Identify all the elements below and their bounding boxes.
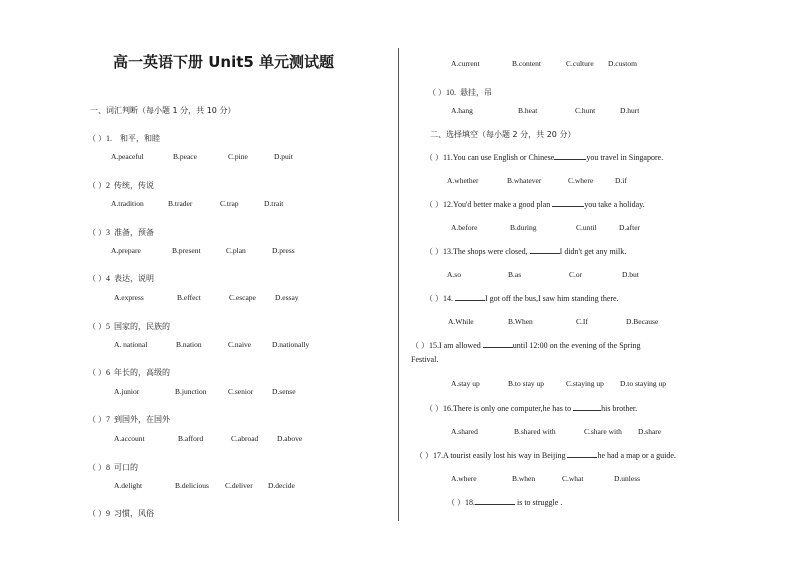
question-16: （ ）16.There is only one computer,he has to his brother. <box>425 404 638 413</box>
q3-option-d[interactable]: D.press <box>272 246 295 255</box>
q9-option-b[interactable]: B.content <box>512 59 541 68</box>
question-6: （ ）6 年长的，高级的 <box>88 368 170 377</box>
q4-option-c[interactable]: C.escape <box>229 293 256 302</box>
q4-option-d[interactable]: D.essay <box>275 293 299 302</box>
section2-heading: 二、选择填空（每小题 2 分，共 20 分） <box>430 130 576 139</box>
answer-blank[interactable] <box>475 497 515 505</box>
q16-option-d[interactable]: D.share <box>638 427 662 436</box>
q1-option-a[interactable]: A.peaceful <box>111 152 144 161</box>
q9-option-c[interactable]: C.culture <box>566 59 594 68</box>
question-15-continued: Festival. <box>411 355 439 364</box>
q10-option-d[interactable]: D.hurt <box>620 106 640 115</box>
q17-option-a[interactable]: A.where <box>451 474 477 483</box>
q8-option-b[interactable]: B.delicious <box>175 481 209 490</box>
q6-option-c[interactable]: C.senior <box>228 387 254 396</box>
q6-option-b[interactable]: B.junction <box>175 387 207 396</box>
answer-blank[interactable] <box>567 450 597 458</box>
q9-option-d[interactable]: D.custom <box>608 59 637 68</box>
q13-option-a[interactable]: A.so <box>447 270 461 279</box>
question-4: （ ）4 表达，说明 <box>88 274 154 283</box>
answer-blank[interactable] <box>530 246 560 254</box>
q12-option-b[interactable]: B.during <box>510 223 537 232</box>
q15-option-d[interactable]: D.to staying up <box>620 379 667 388</box>
question-1: （ ）1. 和平，和睦 <box>88 134 160 143</box>
q7-option-b[interactable]: B.afford <box>178 434 204 443</box>
question-7: （ ）7 到国外，在国外 <box>88 415 170 424</box>
q1-option-c[interactable]: C.pine <box>228 152 248 161</box>
answer-blank[interactable] <box>573 403 601 411</box>
q13-option-c[interactable]: C.or <box>569 270 583 279</box>
q2-option-c[interactable]: C.trap <box>220 199 239 208</box>
q14-option-a[interactable]: A.While <box>448 317 474 326</box>
question-13: （ ）13.The shops were closed, I didn't get any milk. <box>425 247 627 256</box>
q14-option-b[interactable]: B.When <box>508 317 533 326</box>
q1-option-b[interactable]: B.peace <box>173 152 197 161</box>
q16-option-b[interactable]: B.shared with <box>514 427 556 436</box>
question-9: （ ）9 习惯，风俗 <box>88 509 154 518</box>
question-5: （ ）5 国家的，民族的 <box>88 322 170 331</box>
question-18: （ ）18. is to struggle . <box>447 498 563 507</box>
q3-option-c[interactable]: C.plan <box>226 246 246 255</box>
q2-option-a[interactable]: A.tradition <box>111 199 144 208</box>
q8-option-c[interactable]: C.deliver <box>225 481 253 490</box>
q16-option-a[interactable]: A.shared <box>451 427 478 436</box>
q16-option-c[interactable]: C.share with <box>584 427 622 436</box>
q2-option-d[interactable]: D.trait <box>264 199 284 208</box>
q5-option-b[interactable]: B.nation <box>176 340 202 349</box>
question-14: （ ）14. I got off the bus,I saw him standing there. <box>425 294 619 303</box>
answer-blank[interactable] <box>483 340 513 348</box>
q14-option-c[interactable]: C.If <box>576 317 588 326</box>
q4-option-a[interactable]: A.express <box>114 293 144 302</box>
q15-option-a[interactable]: A.stay up <box>451 379 480 388</box>
q6-option-a[interactable]: A.junior <box>114 387 140 396</box>
q3-option-b[interactable]: B.present <box>172 246 201 255</box>
q11-option-b[interactable]: B.whatever <box>507 176 542 185</box>
q7-option-c[interactable]: C.abroad <box>231 434 259 443</box>
page-title: 高一英语下册 Unit5 单元测试题 <box>113 53 335 71</box>
q8-option-a[interactable]: A.delight <box>114 481 143 490</box>
q11-option-a[interactable]: A.whether <box>447 176 479 185</box>
question-17: （ ）17.A tourist easily lost his way in Beijing he had a map or a guide. <box>415 451 676 460</box>
column-divider <box>398 48 399 521</box>
q7-option-a[interactable]: A.account <box>114 434 145 443</box>
question-10: （ ）10. 悬挂，吊 <box>428 88 492 97</box>
q17-option-b[interactable]: B.when <box>512 474 536 483</box>
question-12: （ ）12.You'd better make a good plan you take a holiday. <box>425 200 645 209</box>
q7-option-d[interactable]: D.above <box>277 434 303 443</box>
q1-option-d[interactable]: D.puit <box>274 152 293 161</box>
q13-option-d[interactable]: D.but <box>622 270 639 279</box>
q14-option-d[interactable]: D.Because <box>626 317 659 326</box>
q5-option-a[interactable]: A. national <box>114 340 148 349</box>
question-15: （ ）15.I am allowed until 12:00 on the evening of the Spring <box>411 341 641 350</box>
q2-option-b[interactable]: B.trader <box>168 199 193 208</box>
q5-option-d[interactable]: D.nationally <box>272 340 310 349</box>
q15-option-c[interactable]: C.staying up <box>566 379 604 388</box>
q10-option-a[interactable]: A.hang <box>451 106 473 115</box>
question-11: （ ）11.You can use English or Chinese you travel in Singapore. <box>425 153 664 162</box>
q12-option-a[interactable]: A.before <box>451 223 478 232</box>
question-8: （ ）8 可口的 <box>88 463 138 472</box>
q5-option-c[interactable]: C.naive <box>228 340 252 349</box>
q13-option-b[interactable]: B.as <box>508 270 522 279</box>
q6-option-d[interactable]: D.sense <box>272 387 296 396</box>
q10-option-b[interactable]: B.heat <box>518 106 538 115</box>
q15-option-b[interactable]: B.to stay up <box>508 379 545 388</box>
q17-option-c[interactable]: C.what <box>562 474 584 483</box>
answer-blank[interactable] <box>554 152 586 160</box>
section1-heading: 一、词汇判断（每小题 1 分，共 10 分） <box>90 106 236 115</box>
answer-blank[interactable] <box>455 293 485 301</box>
q3-option-a[interactable]: A.prepare <box>111 246 141 255</box>
q8-option-d[interactable]: D.decide <box>268 481 295 490</box>
answer-blank[interactable] <box>552 199 584 207</box>
q10-option-c[interactable]: C.hunt <box>575 106 596 115</box>
q11-option-d[interactable]: D.if <box>615 176 627 185</box>
q12-option-c[interactable]: C.until <box>576 223 597 232</box>
q12-option-d[interactable]: D.after <box>619 223 641 232</box>
question-2: （ ）2 传统，传说 <box>88 181 154 190</box>
q9-option-a[interactable]: A.current <box>451 59 480 68</box>
q4-option-b[interactable]: B.effect <box>177 293 201 302</box>
question-3: （ ）3 准备，预备 <box>88 228 154 237</box>
q11-option-c[interactable]: C.where <box>568 176 594 185</box>
q17-option-d[interactable]: D.unless <box>614 474 641 483</box>
